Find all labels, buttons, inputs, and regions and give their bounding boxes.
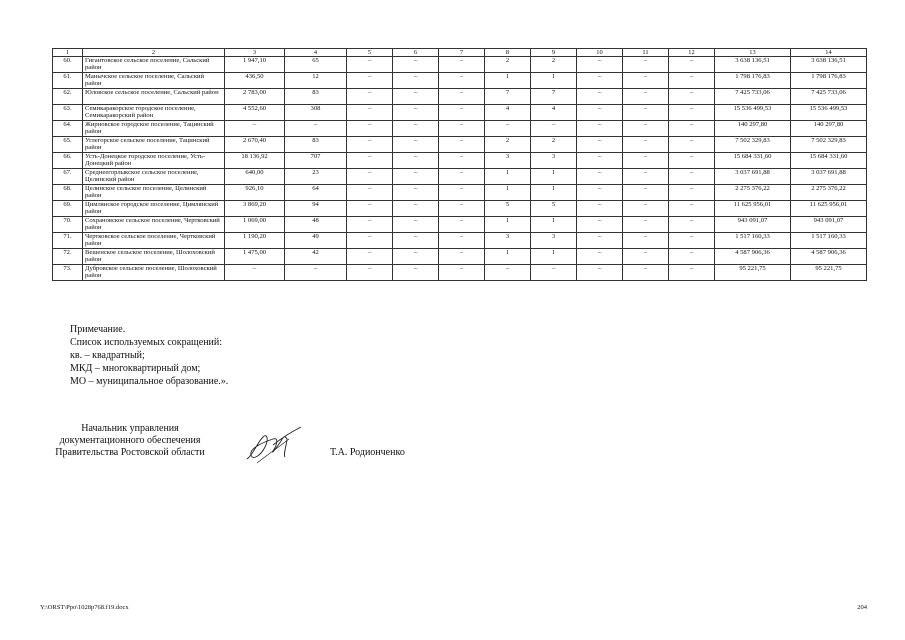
row-number-cell: 63. [53,105,83,121]
value-cell: – [577,201,623,217]
value-cell: – [347,137,393,153]
value-cell: 308 [285,105,347,121]
column-header: 5 [347,49,393,57]
value-cell: 1 798 176,83 [791,73,867,89]
position-line: Правительства Ростовской области [55,447,205,458]
value-cell: – [577,73,623,89]
value-cell: 436,50 [225,73,285,89]
municipality-cell: Усть-Донецкое городское поселение, Усть-Донецкий район [83,153,225,169]
value-cell: 65 [285,57,347,73]
value-cell: – [623,73,669,89]
municipality-cell: Чертковское сельское поселение, Чертковский район [83,233,225,249]
value-cell: – [669,57,715,73]
value-cell: – [439,249,485,265]
value-cell: 140 297,80 [715,121,791,137]
value-cell: – [623,153,669,169]
value-cell: 5 [485,201,531,217]
value-cell: 2 670,40 [225,137,285,153]
value-cell: – [439,105,485,121]
value-cell: 3 037 691,88 [715,169,791,185]
value-cell: 5 [531,201,577,217]
value-cell: – [393,73,439,89]
value-cell: – [623,217,669,233]
value-cell: 15 684 331,60 [791,153,867,169]
value-cell: 95 221,75 [715,265,791,281]
row-number-cell: 72. [53,249,83,265]
column-header: 14 [791,49,867,57]
municipality-cell: Вешенское сельское поселение, Шолоховский район [83,249,225,265]
value-cell: 7 [485,89,531,105]
value-cell: 1 [531,249,577,265]
value-cell: – [439,89,485,105]
value-cell: 3 638 136,51 [791,57,867,73]
value-cell: 95 221,75 [791,265,867,281]
column-header: 8 [485,49,531,57]
table-row [53,265,867,281]
value-cell: 1 798 176,83 [715,73,791,89]
row-number-cell: 65. [53,137,83,153]
note-line: МО – муниципальное образование.». [70,376,229,387]
value-cell: – [623,105,669,121]
value-cell: – [669,89,715,105]
municipality-cell: Цимлянское городское поселение, Цимлянский район [83,201,225,217]
value-cell: 3 [531,153,577,169]
value-cell: 640,00 [225,169,285,185]
column-header: 2 [83,49,225,57]
municipality-cell: Гигантовское сельское поселение, Сальский район [83,57,225,73]
row-number-cell: 66. [53,153,83,169]
municipality-cell: Юловское сельское поселение, Сальский район [83,89,225,105]
table-row [53,153,867,169]
value-cell: – [669,185,715,201]
note-block [70,323,228,388]
page-number: 204 [857,604,867,611]
table-row [53,57,867,73]
value-cell: – [393,121,439,137]
municipality-cell: Дубровское сельское поселение, Шолоховский район [83,265,225,281]
value-cell: – [623,169,669,185]
value-cell: – [669,201,715,217]
value-cell: 1 [485,73,531,89]
value-cell: 1 [485,249,531,265]
value-cell: 7 425 733,06 [715,89,791,105]
value-cell: 2 [531,137,577,153]
column-header: 6 [393,49,439,57]
value-cell: – [669,137,715,153]
value-cell: 707 [285,153,347,169]
value-cell: 11 625 956,01 [715,201,791,217]
table-row [53,121,867,137]
value-cell: – [531,265,577,281]
value-cell: – [285,265,347,281]
value-cell: – [577,185,623,201]
row-number-cell: 73. [53,265,83,281]
municipality-cell: Жирновское городское поселение, Тацинский район [83,121,225,137]
value-cell: 18 136,92 [225,153,285,169]
value-cell: 4 587 906,36 [791,249,867,265]
value-cell: 7 502 329,83 [791,137,867,153]
value-cell: 48 [285,217,347,233]
value-cell: 7 502 329,83 [715,137,791,153]
value-cell: 49 [285,233,347,249]
column-header: 10 [577,49,623,57]
value-cell: – [623,121,669,137]
row-number-cell: 64. [53,121,83,137]
value-cell: 2 275 376,22 [791,185,867,201]
column-header: 11 [623,49,669,57]
value-cell: 4 [531,105,577,121]
value-cell: – [393,105,439,121]
value-cell: – [393,265,439,281]
table-row [53,233,867,249]
value-cell: – [669,105,715,121]
value-cell: 12 [285,73,347,89]
column-header: 12 [669,49,715,57]
value-cell: – [669,233,715,249]
value-cell: 4 552,60 [225,105,285,121]
value-cell: – [623,249,669,265]
value-cell: 3 869,20 [225,201,285,217]
note-line: кв. – квадратный; [70,350,145,361]
value-cell: – [285,121,347,137]
value-cell: – [393,185,439,201]
value-cell: – [577,249,623,265]
value-cell: 3 037 691,88 [791,169,867,185]
value-cell: 94 [285,201,347,217]
value-cell: 83 [285,137,347,153]
value-cell: 2 783,00 [225,89,285,105]
value-cell: – [393,57,439,73]
value-cell: – [347,201,393,217]
table-row [53,73,867,89]
value-cell: 15 536 499,53 [715,105,791,121]
value-cell: 2 [485,137,531,153]
row-number-cell: 70. [53,217,83,233]
value-cell: 1 [485,169,531,185]
value-cell: – [225,121,285,137]
value-cell: – [347,105,393,121]
value-cell: – [225,265,285,281]
value-cell: – [393,249,439,265]
value-cell: 1 [531,169,577,185]
table-row [53,89,867,105]
value-cell: – [347,153,393,169]
value-cell: 943 091,07 [791,217,867,233]
value-cell: – [439,265,485,281]
column-header: 1 [53,49,83,57]
value-cell: – [577,217,623,233]
note-title: Примечание. [70,324,126,335]
value-cell: – [393,233,439,249]
value-cell: 2 [485,57,531,73]
value-cell: 7 [531,89,577,105]
value-cell: 1 [485,217,531,233]
value-cell: 1 517 160,33 [791,233,867,249]
value-cell: 42 [285,249,347,265]
position-line: документационного обеспечения [59,435,201,446]
value-cell: – [347,233,393,249]
value-cell: 4 [485,105,531,121]
value-cell: 3 [485,233,531,249]
value-cell: – [623,137,669,153]
value-cell: 1 475,00 [225,249,285,265]
value-cell: 1 517 160,33 [715,233,791,249]
value-cell: – [669,265,715,281]
value-cell: – [485,265,531,281]
value-cell: 3 [485,153,531,169]
column-header: 4 [285,49,347,57]
value-cell: – [577,105,623,121]
value-cell: – [577,153,623,169]
value-cell: – [347,121,393,137]
value-cell: 943 091,07 [715,217,791,233]
value-cell: 3 [531,233,577,249]
value-cell: 4 587 906,36 [715,249,791,265]
value-cell: 11 625 956,01 [791,201,867,217]
value-cell: – [347,169,393,185]
value-cell: – [577,137,623,153]
value-cell: – [439,201,485,217]
value-cell: 2 275 376,22 [715,185,791,201]
value-cell: – [623,201,669,217]
value-cell: – [577,233,623,249]
value-cell: – [347,185,393,201]
table-row [53,217,867,233]
value-cell: – [577,89,623,105]
row-number-cell: 62. [53,89,83,105]
signatory-position [40,423,220,459]
value-cell: 23 [285,169,347,185]
value-cell: 3 638 136,51 [715,57,791,73]
value-cell: – [393,169,439,185]
value-cell: – [347,73,393,89]
row-number-cell: 68. [53,185,83,201]
value-cell: – [347,265,393,281]
note-line: МКД – многоквартирный дом; [70,363,201,374]
table-row [53,185,867,201]
value-cell: – [531,121,577,137]
value-cell: – [623,89,669,105]
value-cell: 1 [531,185,577,201]
municipality-cell: Углегорское сельское поселение, Тацинский район [83,137,225,153]
value-cell: – [669,169,715,185]
value-cell: – [439,217,485,233]
value-cell: 140 297,80 [791,121,867,137]
municipality-cell: Целинское сельское поселение, Целинский район [83,185,225,201]
table-row [53,201,867,217]
value-cell: 1 069,00 [225,217,285,233]
column-header: 3 [225,49,285,57]
value-cell: 2 [531,57,577,73]
value-cell: – [393,201,439,217]
value-cell: – [669,217,715,233]
header-row [53,49,867,57]
municipality-cell: Среднеегорлыкское сельское поселение, Целинский район [83,169,225,185]
value-cell: – [393,153,439,169]
value-cell: – [439,73,485,89]
row-number-cell: 60. [53,57,83,73]
value-cell: – [439,57,485,73]
value-cell: 926,10 [225,185,285,201]
column-header: 7 [439,49,485,57]
value-cell: 15 536 499,53 [791,105,867,121]
value-cell: – [577,169,623,185]
table-row [53,137,867,153]
value-cell: – [347,249,393,265]
value-cell: 64 [285,185,347,201]
position-line: Начальник управления [81,423,179,434]
value-cell: – [485,121,531,137]
value-cell: 1 190,20 [225,233,285,249]
value-cell: – [623,265,669,281]
value-cell: – [577,121,623,137]
value-cell: 15 684 331,60 [715,153,791,169]
value-cell: – [669,153,715,169]
value-cell: – [577,265,623,281]
value-cell: – [439,169,485,185]
table-row [53,169,867,185]
file-path: Y:\ORST\Ppo\1028p768.f19.docx [40,604,129,611]
value-cell: – [669,73,715,89]
table-row [53,249,867,265]
value-cell: – [347,57,393,73]
value-cell: – [439,153,485,169]
value-cell: 83 [285,89,347,105]
value-cell: – [623,57,669,73]
row-number-cell: 71. [53,233,83,249]
value-cell: – [439,233,485,249]
value-cell: – [393,137,439,153]
value-cell: 1 947,10 [225,57,285,73]
municipality-cell: Семикаракорское городское поселение, Семикаракорский район [83,105,225,121]
data-table [52,48,867,281]
column-header: 13 [715,49,791,57]
row-number-cell: 67. [53,169,83,185]
municipality-cell: Манычское сельское поселение, Сальский район [83,73,225,89]
value-cell: – [623,233,669,249]
table-row [53,105,867,121]
value-cell: 7 425 733,06 [791,89,867,105]
value-cell: – [669,249,715,265]
value-cell: – [439,185,485,201]
value-cell: – [393,89,439,105]
value-cell: – [439,121,485,137]
value-cell: – [347,89,393,105]
value-cell: 1 [485,185,531,201]
handwritten-signature [243,425,305,467]
municipality-cell: Сохрановское сельское поселение, Чертковский район [83,217,225,233]
value-cell: – [393,217,439,233]
value-cell: 1 [531,73,577,89]
note-line: Список используемых сокращений: [70,337,223,348]
value-cell: – [623,185,669,201]
signatory-name: Т.А. Родионченко [330,447,405,458]
value-cell: – [669,121,715,137]
row-number-cell: 61. [53,73,83,89]
value-cell: – [347,217,393,233]
value-cell: – [577,57,623,73]
value-cell: 1 [531,217,577,233]
row-number-cell: 69. [53,201,83,217]
value-cell: – [439,137,485,153]
column-header: 9 [531,49,577,57]
